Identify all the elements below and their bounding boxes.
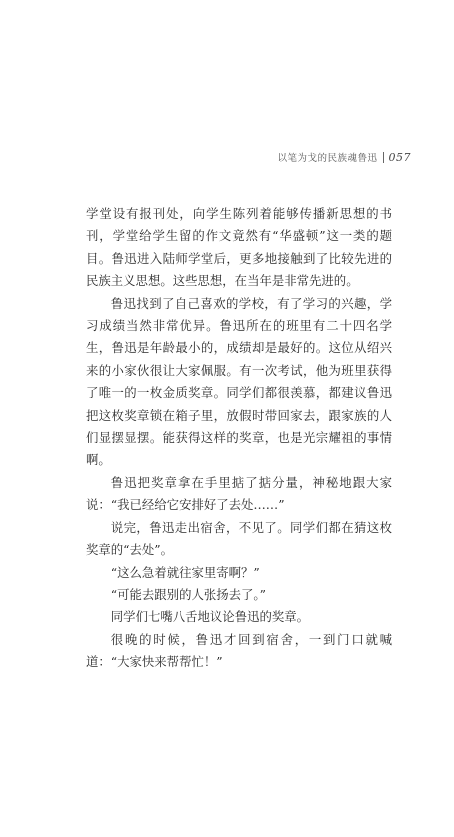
- running-title: 以笔为戈的民族魂鲁迅: [277, 153, 378, 164]
- paragraph-7: 同学们七嘴八舌地议论鲁迅的奖章。: [110, 609, 310, 625]
- header-divider: [383, 152, 384, 163]
- running-header: [277, 150, 411, 164]
- page-number: 057: [388, 150, 411, 164]
- paragraph-8: 很晚的时候，鲁迅才回到宿舍，一到门口就喊道：“大家快来帮帮忙！”: [86, 631, 392, 670]
- paragraph-4: 说完，鲁迅走出宿舍，不见了。同学们都在猜这枚奖章的“去处”。: [86, 519, 392, 558]
- body-text: [86, 203, 392, 674]
- paragraph-2: 鲁迅找到了自己喜欢的学校，有了学习的兴趣，学习成绩当然非常优异。鲁迅所在的班里有二十四名学生，鲁迅是年龄最小的，成绩却是最好的。这位从绍兴来的小家伙很让大家佩服。有一次考试，他为班里获得了唯一的一枚金质奖章。同学们都很羡慕，都建议鲁迅把这枚奖章锁在箱子里，放假时带回家去，跟家族的人们显摆显摆。能获得这样的奖章，也是光宗耀祖的事情啊。: [86, 295, 392, 468]
- paragraph-3: 鲁迅把奖章拿在手里掂了掂分量，神秘地跟大家说：“我已经给它安排好了去处……”: [86, 474, 392, 513]
- paragraph-1: 学堂设有报刊处，向学生陈列着能够传播新思想的书刊，学堂给学生留的作文竟然有“华盛顿”这一类的题目。鲁迅进入陆师学堂后，更多地接触到了比较先进的民族主义思想。这些思想，在当年是非常先进的。: [86, 206, 392, 289]
- paragraph-6: “可能去跟别的人张扬去了。”: [110, 586, 266, 602]
- paragraph-5: “这么急着就往家里寄啊？”: [110, 564, 260, 580]
